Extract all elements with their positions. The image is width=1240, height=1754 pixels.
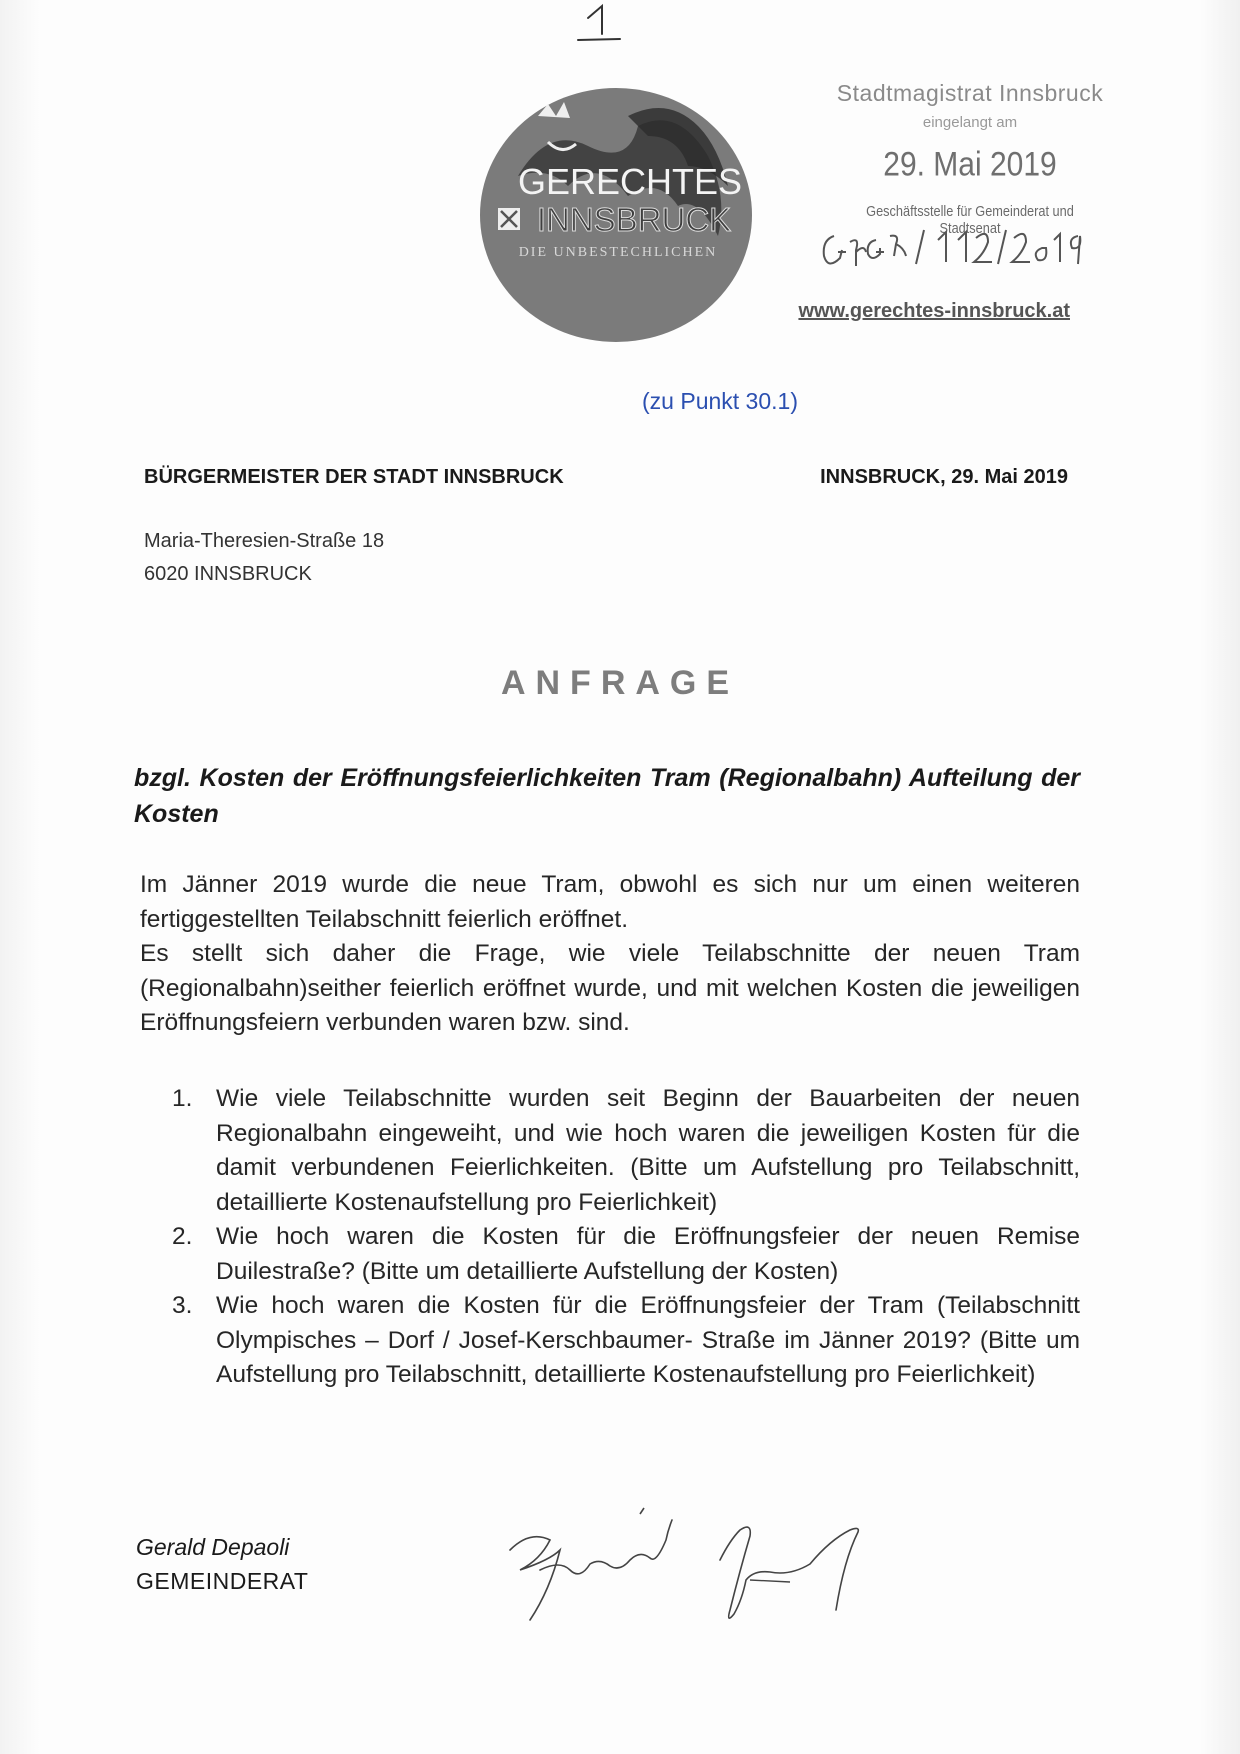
stamp-received-label: eingelangt am: [922, 114, 1018, 131]
body-text: [140, 868, 1080, 1041]
question-number: 2.: [172, 1223, 193, 1250]
question-number: 3.: [172, 1292, 193, 1319]
question-text: Wie hoch waren die Kosten für die Eröffnungsfeier der neuen Remise Duilestraße? (Bitte um detaillierte Aufstellung der Kosten): [216, 1223, 1080, 1285]
stamp-authority: Stadtmagistrat Innsbruck: [836, 80, 1104, 106]
question-text: Wie viele Teilabschnitte wurden seit Beginn der Bauarbeiten der neuen Regionalbahn eingeweiht, und wie hoch waren die jeweiligen Kosten für die damit verbundenen Feierlichkeiten. (Bitte um Aufstellung pro Teilabschnitt, detaillierte Kostenaufstellung pro Feierlichkeit): [216, 1085, 1080, 1216]
recipient-title: BÜRGERMEISTER DER STADT INNSBRUCK: [144, 466, 564, 488]
signer-role: GEMEINDERAT: [136, 1568, 309, 1594]
body-paragraph: Es stellt sich daher die Frage, wie viele Teilabschnitte der neuen Tram (Regionalbahn)seither feierlich eröffnet wurde, und mit welchen Kosten die jeweiligen Eröffnungsfeiern verbunden waren bzw. sind.: [140, 940, 1080, 1036]
document-title: ANFRAGE: [500, 664, 740, 702]
stamp-office: Geschäftsstelle für Gemeinderat und Stadtsenat: [866, 203, 1074, 237]
signer-name: Gerald Depaoli: [136, 1534, 290, 1560]
reference-note: (zu Punkt 30.1): [642, 388, 798, 414]
handwritten-page-number: [574, 2, 624, 44]
question-number: 1.: [172, 1085, 193, 1112]
ballot-box-icon: [498, 208, 520, 230]
question-text: Wie hoch waren die Kosten für die Eröffnungsfeier der Tram (Teilabschnitt Olympisches – Dorf / Josef-Kerschbaumer- Straße im Jänner 2019? (Bitte um Aufstellung pro Teilabschnitt, detaillierte Kostenaufstellung pro Feierlichkeit): [216, 1292, 1080, 1388]
question-item: [172, 1082, 1080, 1220]
body-paragraph: Im Jänner 2019 wurde die neue Tram, obwohl es sich nur um einen weiteren fertiggestellten Teilabschnitt feierlich eröffnet.: [140, 871, 1080, 933]
question-item: [172, 1289, 1080, 1393]
handwritten-signature: [490, 1500, 890, 1630]
question-list: [172, 1082, 1080, 1393]
logo-text-city: INNSBRUCK: [536, 201, 732, 238]
logo-tagline: DIE UNBESTECHLICHEN: [518, 245, 718, 260]
recipient-city: 6020 INNSBRUCK: [144, 563, 312, 585]
logo-text-main: GERECHTES: [517, 161, 743, 202]
stamp-date: 29. Mai 2019: [883, 145, 1057, 184]
party-logo: [478, 86, 754, 344]
stamp-handwritten-reference: [820, 222, 1100, 282]
subject-line: bzgl. Kosten der Eröffnungsfeierlichkeiten Tram (Regionalbahn) Aufteilung der Kosten: [134, 764, 1080, 828]
recipient-street: Maria-Theresien-Straße 18: [144, 530, 385, 552]
question-item: [172, 1220, 1080, 1289]
place-date: INNSBRUCK, 29. Mai 2019: [820, 466, 1068, 488]
website-link[interactable]: www.gerechtes-innsbruck.at: [798, 300, 1070, 322]
